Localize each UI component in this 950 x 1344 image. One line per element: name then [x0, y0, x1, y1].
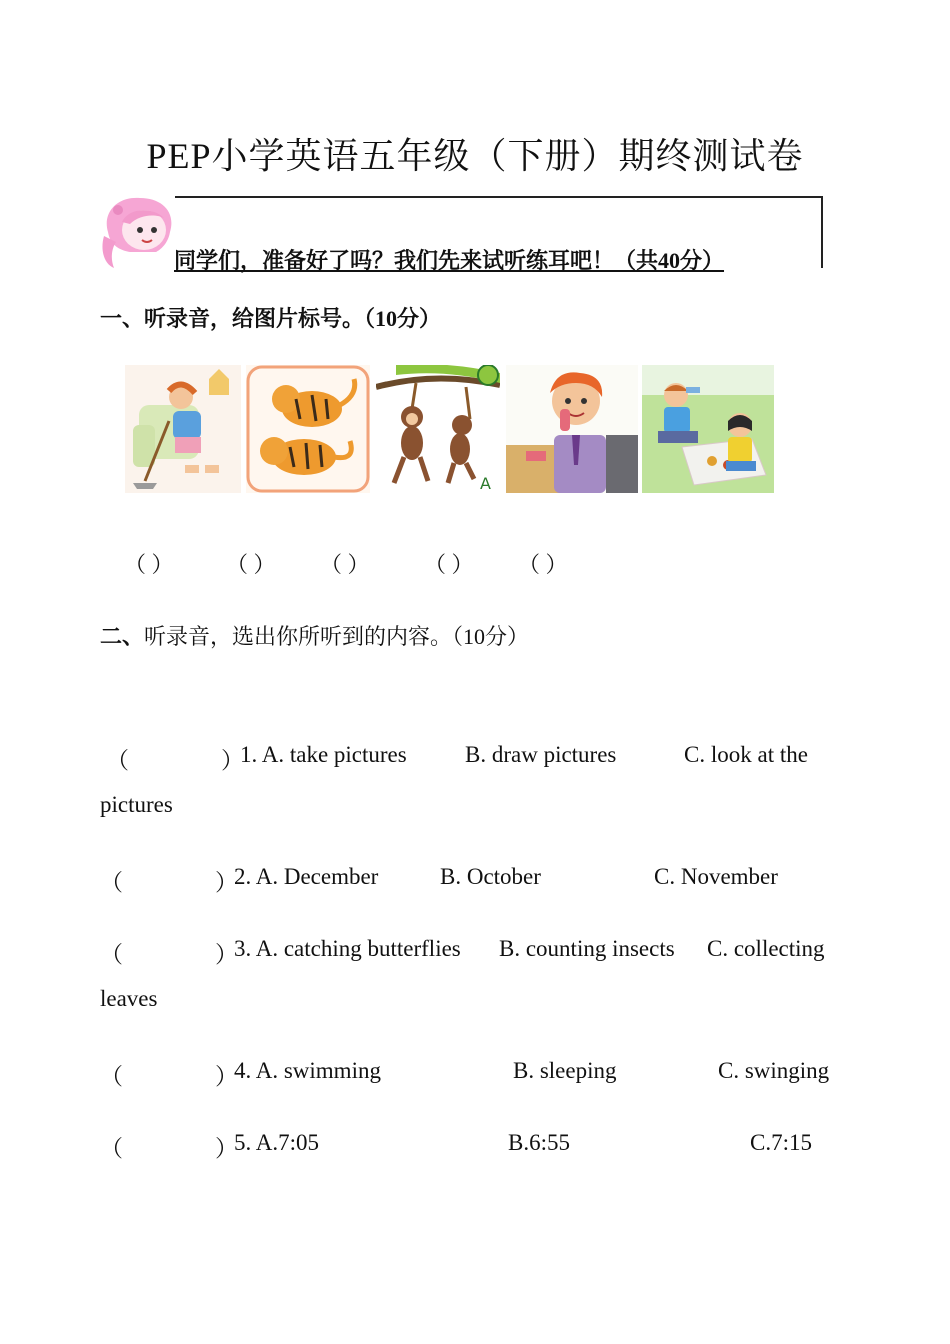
page-title: PEP小学英语五年级（下册）期终测试卷 [146, 136, 804, 176]
question-4-option-c: C. swinging [718, 1058, 830, 1083]
question-1-number: 1. [240, 742, 258, 767]
question-1-continuation: pictures [100, 792, 173, 817]
picture-monkeys [376, 365, 500, 493]
question-2-a-text: A. December [255, 864, 379, 889]
question-1-bracket[interactable]: （ ） [106, 748, 244, 773]
question-4-option-a [234, 1058, 381, 1084]
question-2-bracket[interactable]: （ ） [100, 870, 238, 895]
question-3-option-c: C. collecting [707, 936, 825, 961]
section1-heading: 一、听录音，给图片标号。（10分） [100, 306, 442, 331]
question-3-number: 3. [234, 936, 252, 961]
question-2-option-c: C. November [654, 864, 778, 889]
question-4-a-text: A. swimming [255, 1058, 381, 1083]
question-5-option-b: B.6:55 [508, 1130, 570, 1155]
answer-bracket-2[interactable]: （ ） [226, 552, 276, 577]
answer-bracket-1[interactable]: （ ） [124, 552, 174, 577]
question-3-bracket[interactable]: （ ） [100, 942, 238, 967]
question-3-option-b: B. counting insects [499, 936, 675, 961]
question-1-option-c: C. look at the [684, 742, 808, 767]
question-4-bracket[interactable]: （ ） [100, 1064, 238, 1089]
section2-heading-text: 听录音，选出你所听到的内容。（10分） [144, 624, 530, 649]
answer-bracket-3[interactable]: （ ） [320, 552, 370, 577]
question-5-option-c: C.7:15 [750, 1130, 812, 1155]
question-3-option-a [234, 936, 461, 962]
question-5-bracket[interactable]: （ ） [100, 1136, 238, 1161]
question-2-option-b: B. October [440, 864, 541, 889]
answer-bracket-5[interactable]: （ ） [518, 552, 568, 577]
question-3-a-text: A. catching butterflies [255, 936, 461, 961]
question-2-number: 2. [234, 864, 252, 889]
question-1-option-b: B. draw pictures [465, 742, 617, 767]
picture-picnic [642, 365, 774, 493]
answer-bracket-4[interactable]: （ ） [424, 552, 474, 577]
girl-mascot-icon [100, 192, 180, 270]
svg-text:A: A [480, 474, 491, 493]
question-1-a-text: A. take pictures [261, 742, 407, 767]
question-5-a-text: A.7:05 [255, 1130, 319, 1155]
picture-girl-sweeping [125, 365, 241, 493]
question-2-option-a [234, 864, 378, 890]
banner-right-line [821, 196, 823, 268]
picture-boy-phone [506, 365, 638, 493]
section2-heading [100, 620, 529, 651]
picture-tigers [246, 365, 370, 493]
banner-top-line [175, 196, 823, 198]
question-1-option-a [240, 742, 407, 768]
question-4-number: 4. [234, 1058, 252, 1083]
question-5-number: 5. [234, 1130, 252, 1155]
question-3-continuation: leaves [100, 986, 158, 1011]
section2-number: 二、 [100, 624, 145, 649]
intro-banner: 同学们，准备好了吗？我们先来试听练耳吧！（共40分） [174, 248, 725, 273]
question-5-option-a [234, 1130, 319, 1156]
question-4-option-b: B. sleeping [513, 1058, 617, 1083]
